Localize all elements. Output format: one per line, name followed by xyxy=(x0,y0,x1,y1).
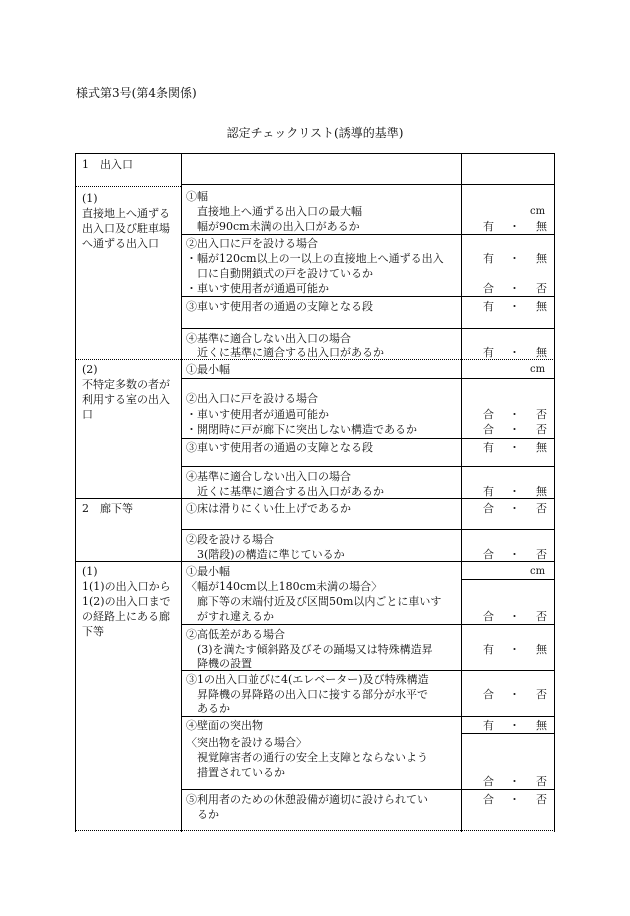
answer-yes-no[interactable]: 有 ・ 無 xyxy=(483,643,547,656)
item-heading: ④壁面の突出物 xyxy=(186,719,263,732)
item-heading: ①最小幅 xyxy=(186,363,230,376)
item-text: がすれ違えるか xyxy=(197,610,274,623)
answer-yes-no[interactable]: 有 ・ 無 xyxy=(483,300,547,313)
row-line xyxy=(181,716,555,717)
group-label: 出入口及び駐車場 xyxy=(82,222,170,235)
row-line xyxy=(181,378,555,379)
table-border-top xyxy=(75,153,555,154)
dotted-line xyxy=(75,186,181,187)
item-heading: ①幅 xyxy=(186,190,208,203)
answer-pass-fail[interactable]: 合 ・ 否 xyxy=(483,548,547,561)
row-line xyxy=(181,328,555,329)
item-text: ・車いす使用者が通過可能か xyxy=(186,408,329,421)
checklist-table xyxy=(75,153,555,832)
group-label: 不特定多数の者が xyxy=(82,378,170,391)
item-heading: ④基準に適合しない出入口の場合 xyxy=(186,332,351,345)
group-number: (1) xyxy=(82,192,98,205)
group-label: 1(1)の出入口から xyxy=(82,580,171,593)
item-text: ③車いす使用者の通過の支障となる段 xyxy=(186,441,373,454)
item-text: 口に自動開鎖式の戸を設けているか xyxy=(197,267,373,280)
unit-cm: cm xyxy=(530,364,546,375)
group-label: の経路上にある廊 xyxy=(82,610,170,623)
item-text: るか xyxy=(197,808,219,821)
item-heading: ②段を設ける場合 xyxy=(186,533,274,546)
answer-pass-fail[interactable]: 合 ・ 否 xyxy=(483,408,547,421)
group-label: 直接地上へ通ずる xyxy=(82,207,170,220)
answer-yes-no[interactable]: 有 ・ 無 xyxy=(483,441,547,454)
item-heading: ②高低差がある場合 xyxy=(186,628,285,641)
section-2-heading: 2 廊下等 xyxy=(82,502,133,515)
row-line xyxy=(181,234,555,235)
item-text: 措置されているか xyxy=(197,766,285,779)
form-label: 様式第3号(第4条関係) xyxy=(76,86,197,100)
item-text: 直接地上へ通ずる出入口の最大幅 xyxy=(197,205,362,218)
item-text: ①床は滑りにくい仕上げであるか xyxy=(186,502,351,515)
row-line xyxy=(181,624,555,625)
item-heading: ②出入口に戸を設ける場合 xyxy=(186,392,318,405)
item-text: 幅が90cm未満の出入口があるか xyxy=(197,220,360,233)
item-text: あるか xyxy=(197,702,230,715)
group-label: 1(2)の出入口まで xyxy=(82,595,171,608)
item-text: ・開閉時に戸が廊下に突出しない構造であるか xyxy=(186,423,417,436)
row-line xyxy=(461,733,555,734)
item-text: 近くに基準に適合する出入口があるか xyxy=(197,485,384,498)
item-text: 〈突出物を設ける場合〉 xyxy=(186,736,307,749)
item-text: ・車いす使用者が通過可能か xyxy=(186,282,329,295)
answer-pass-fail[interactable]: 合 ・ 否 xyxy=(483,775,547,788)
item-text: (3)を満たす傾斜路及びその踊場又は特殊構造昇 xyxy=(197,643,433,656)
item-text: 近くに基準に適合する出入口があるか xyxy=(197,346,384,359)
answer-pass-fail[interactable]: 合 ・ 否 xyxy=(483,793,547,806)
group-number: (2) xyxy=(82,363,98,376)
group-number: (1) xyxy=(82,565,98,578)
row-line xyxy=(181,466,555,467)
answer-pass-fail[interactable]: 合 ・ 否 xyxy=(483,423,547,436)
item-text: 廊下等の末端付近及び区間50m以内ごとに車いす xyxy=(197,595,442,608)
row-line xyxy=(461,579,555,580)
group-label: 利用する室の出入 xyxy=(82,393,170,406)
group-label: へ通ずる出入口 xyxy=(82,237,159,250)
item-text: 視覚障害者の通行の安全上支障とならないよう xyxy=(197,751,428,764)
answer-pass-fail[interactable]: 合 ・ 否 xyxy=(483,610,547,623)
unit-cm: cm xyxy=(530,566,546,577)
document-title: 認定チェックリスト(誘導的基準) xyxy=(226,126,404,140)
group-label: 口 xyxy=(82,408,93,421)
item-text: 昇降機の昇降路の出入口に接する部分が水平で xyxy=(197,688,428,701)
row-line xyxy=(181,529,555,530)
item-text: ③車いす使用者の通過の支障となる段 xyxy=(186,300,373,313)
item-heading: ①最小幅 xyxy=(186,565,230,578)
item-heading: ②出入口に戸を設ける場合 xyxy=(186,237,318,250)
unit-cm: cm xyxy=(530,206,546,217)
answer-yes-no[interactable]: 有 ・ 無 xyxy=(483,719,547,732)
section-1-heading: 1 出入口 xyxy=(82,158,133,171)
answer-yes-no[interactable]: 有 ・ 無 xyxy=(483,252,547,265)
item-text: ⑤利用者のための休憩設備が適切に設けられてい xyxy=(186,793,428,806)
group-label: 下等 xyxy=(82,625,104,638)
answer-pass-fail[interactable]: 合 ・ 否 xyxy=(483,688,547,701)
row-line xyxy=(181,789,555,790)
table-border-right xyxy=(554,153,555,832)
dotted-line xyxy=(75,830,555,831)
answer-yes-no[interactable]: 有 ・ 無 xyxy=(483,346,547,359)
item-heading: ④基準に適合しない出入口の場合 xyxy=(186,470,351,483)
item-text: 降機の設置 xyxy=(197,657,252,670)
column-divider-1 xyxy=(181,153,182,832)
table-border-left xyxy=(75,153,76,832)
answer-yes-no[interactable]: 有 ・ 無 xyxy=(483,485,547,498)
item-text: ・幅が120cm以上の一以上の直接地上へ通ずる出入 xyxy=(186,252,444,265)
column-divider-2 xyxy=(461,153,462,832)
item-text: 3(階段)の構造に準じているか xyxy=(197,548,345,561)
row-line xyxy=(181,184,555,185)
item-text: 〈幅が140cm以上180cm未満の場合〉 xyxy=(186,580,383,593)
answer-pass-fail[interactable]: 合 ・ 否 xyxy=(483,282,547,295)
row-line xyxy=(181,438,555,439)
answer-pass-fail[interactable]: 合 ・ 否 xyxy=(483,502,547,515)
answer-yes-no[interactable]: 有 ・ 無 xyxy=(483,220,547,233)
item-text: ③1の出入口並びに4(エレベーター)及び特殊構造 xyxy=(186,673,429,686)
row-line xyxy=(181,296,555,297)
